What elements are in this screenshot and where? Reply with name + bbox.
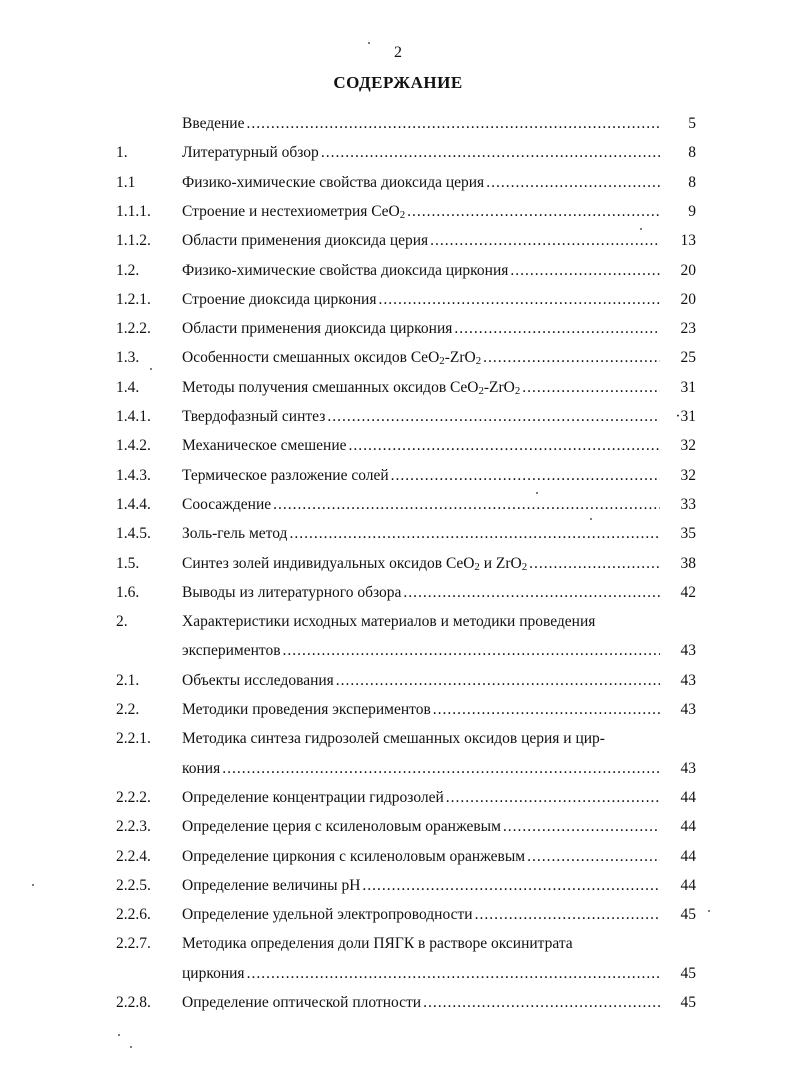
toc-entry-title: Соосаждение [182,496,272,513]
toc-entry-page: 45 [680,965,696,982]
title-part: Синтез золей индивидуальных оксидов CeO [182,555,475,572]
toc-entry-page: 44 [680,877,696,894]
dot-leader [321,142,660,164]
toc-entry-number: 1.4.3. [116,467,151,484]
dot-leader [446,787,660,809]
toc-entry [0,904,796,926]
scan-speck [708,910,710,912]
scan-speck [130,1046,132,1048]
toc-entry-title: Литературный обзор [182,144,319,161]
dot-leader [336,670,660,692]
toc-entry-page: 5 [688,115,696,132]
toc-entry-title: Механическое смешение [182,437,347,454]
dot-leader [510,260,660,282]
toc-entry-title: Определение циркония с ксиленоловым оранжевым [182,848,526,865]
toc-entry-number: 1. [116,144,128,161]
toc-entry-number: 1.4.5. [116,525,151,542]
toc-entry-title: Определение удельной электропроводности [182,906,473,923]
dot-leader [222,758,660,780]
toc-entry-number: 1.4.1. [116,408,151,425]
toc-entry [0,289,796,311]
scan-speck [536,492,538,494]
toc-entry-page: 32 [680,467,696,484]
toc-entry [0,582,796,604]
toc-entry [0,142,796,164]
toc-entry-page: 8 [688,144,696,161]
toc-entry-title: Физико-химические свойства диоксида циркония [182,262,509,279]
scan-speck [368,42,370,44]
toc-entry-title: Введение [182,115,245,132]
dot-leader [423,992,660,1014]
dot-leader [246,113,660,135]
toc-entry-page: 35 [680,525,696,542]
dot-leader [430,230,660,252]
dot-leader [273,494,660,516]
dot-leader [283,640,660,662]
toc-entry-title [182,553,527,575]
dot-leader [391,465,660,487]
toc-entry [0,699,796,721]
toc-entry [0,347,796,369]
toc-entry [0,494,796,516]
toc-entry-title: Методики проведения экспериментов [182,701,431,718]
toc-entry [0,992,796,1014]
toc-entry-title: циркония [182,965,245,982]
toc-entry-page: 38 [680,555,696,572]
toc-entry-number: 1.1.2. [116,232,151,249]
toc-entry-title: Определение оптической плотности [182,994,422,1011]
toc-entry-title: Твердофазный синтез [182,408,326,425]
toc-entry-title: Области применения диоксида церия [182,232,429,249]
scan-speck [118,1034,120,1036]
toc-entry-title: экспериментов [182,642,281,659]
dot-leader [327,406,660,428]
toc-entry [0,728,796,750]
toc-entry-title: Объекты исследования [182,672,334,689]
toc-entry-number: 2. [116,613,128,630]
toc-entry [0,787,796,809]
scan-speck [640,228,642,230]
subscript: 2 [521,561,528,573]
toc-entry-number: 2.2.3. [116,818,151,835]
toc-entry-number: 2.1. [116,672,140,689]
toc-entry-page: 31 [680,379,696,396]
toc-entry-title: Определение величины pH [182,877,361,894]
dot-leader [247,963,660,985]
dot-leader [407,201,660,223]
toc-entry [0,758,796,780]
toc-entry-page: 44 [680,789,696,806]
toc-entry-number: 2.2.2. [116,789,151,806]
toc-entry [0,875,796,897]
toc-entry-title: Физико-химические свойства диоксида церия [182,174,485,191]
toc-entry-number: 2.2.8. [116,994,151,1011]
subscript: 2 [514,385,521,397]
toc-entry [0,670,796,692]
toc-entry-title: Золь-гель метод [182,525,288,542]
toc-entry-title [182,377,520,399]
toc-entry-number: 1.4.4. [116,496,151,513]
toc-entry-page: 43 [680,760,696,777]
dot-leader [527,846,660,868]
toc-entry-page: 9 [688,203,696,220]
toc-entry-number: 2.2. [116,701,140,718]
toc-entry-page: 44 [680,848,696,865]
page-number: 2 [394,44,402,61]
dot-leader [522,377,660,399]
dot-leader [433,699,660,721]
toc-entry [0,963,796,985]
toc-entry-page: ·31 [675,408,696,425]
dot-leader [403,582,660,604]
dot-leader [529,553,660,575]
toc-entry [0,201,796,223]
toc-entry-number: 1.2.2. [116,320,151,337]
dot-leader [454,318,660,340]
toc-entry-title: Определение концентрации гидрозолей [182,789,444,806]
toc-entry [0,230,796,252]
toc-entry-number: 2.2.5. [116,877,151,894]
subscript: 2 [475,355,482,367]
toc-entry [0,406,796,428]
toc-entry-page: 44 [680,818,696,835]
toc-entry-number: 1.1.1. [116,203,151,220]
toc-entry [0,435,796,457]
toc-entry [0,465,796,487]
toc-entry-title: Определение церия с ксиленоловым оранжевым [182,818,501,835]
toc-entry-title: Строение диоксида циркония [182,291,377,308]
toc-entry-number: 2.2.4. [116,848,151,865]
toc-entry [0,172,796,194]
toc-entry-page: 43 [680,701,696,718]
toc-entry [0,611,796,633]
toc-entry [0,377,796,399]
toc-entry [0,113,796,135]
dot-leader [483,347,660,369]
toc-entry-number: 1.3. [116,349,140,366]
toc-entry-title: Характеристики исходных материалов и методики проведения [182,613,596,630]
subscript: 2 [399,209,406,221]
toc-entry-page: 45 [680,994,696,1011]
title-part: Строение и нестехиометрия CeO [182,203,400,220]
subscript: 2 [474,561,480,573]
dot-leader [486,172,660,194]
dot-leader [378,289,660,311]
toc-entry-title [182,201,405,223]
scan-speck [590,518,592,520]
title-part: -ZrO [483,379,515,396]
dot-leader [503,816,660,838]
subscript: 2 [439,355,445,367]
title-part: -ZrO [444,349,476,366]
toc-entry-page: 42 [680,584,696,601]
toc-entry-page: 33 [680,496,696,513]
toc-entry-number: 1.4.2. [116,437,151,454]
toc-entry-page: 13 [680,232,696,249]
toc-entry-title: Области применения диоксида циркония [182,320,453,337]
toc-entry-page: 32 [680,437,696,454]
toc-entry-title: Термическое разложение солей [182,467,389,484]
toc-entry [0,640,796,662]
toc-entry [0,260,796,282]
dot-leader [349,435,661,457]
toc-entry [0,318,796,340]
title-part: и ZrO [479,555,522,572]
toc-entry-title: Выводы из литературного обзора [182,584,402,601]
toc-entry-number: 1.4. [116,379,140,396]
toc-entry-title [182,347,481,369]
toc-entry [0,553,796,575]
toc-entry-page: 20 [680,291,696,308]
toc-entry [0,816,796,838]
toc-entry-page: 20 [680,262,696,279]
toc-entry-page: 23 [680,320,696,337]
dot-leader [289,523,660,545]
scan-speck [150,368,152,370]
toc-entry-page: 43 [680,642,696,659]
toc-entry-page: 45 [680,906,696,923]
toc-entry-number: 1.6. [116,584,140,601]
scan-speck [32,884,34,886]
toc-entry [0,523,796,545]
toc-entry-title: Методика определения доли ПЯГК в растворе оксинитрата [182,935,573,952]
toc-entry-number: 2.2.7. [116,935,151,952]
toc-entry-number: 1.2. [116,262,140,279]
toc-entry-page: 43 [680,672,696,689]
dot-leader [362,875,660,897]
toc-entry [0,933,796,955]
dot-leader [475,904,660,926]
toc-entry-page: 8 [688,174,696,191]
toc-entry-number: 2.2.1. [116,730,151,747]
toc-entry-title: Методика синтеза гидрозолей смешанных оксидов церия и цир- [182,730,605,747]
toc-entry-number: 2.2.6. [116,906,151,923]
subscript: 2 [478,385,484,397]
title-part: Методы получения смешанных оксидов CeO [182,379,479,396]
toc-entry [0,846,796,868]
toc-entry-page: 25 [680,349,696,366]
toc-entry-number: 1.1 [116,174,136,191]
title-part: Особенности смешанных оксидов CeO [182,349,440,366]
toc-entry-number: 1.2.1. [116,291,151,308]
toc-entry-number: 1.5. [116,555,140,572]
toc-entry-title: кония [182,760,221,777]
page-title: СОДЕРЖАНИЕ [333,73,463,92]
